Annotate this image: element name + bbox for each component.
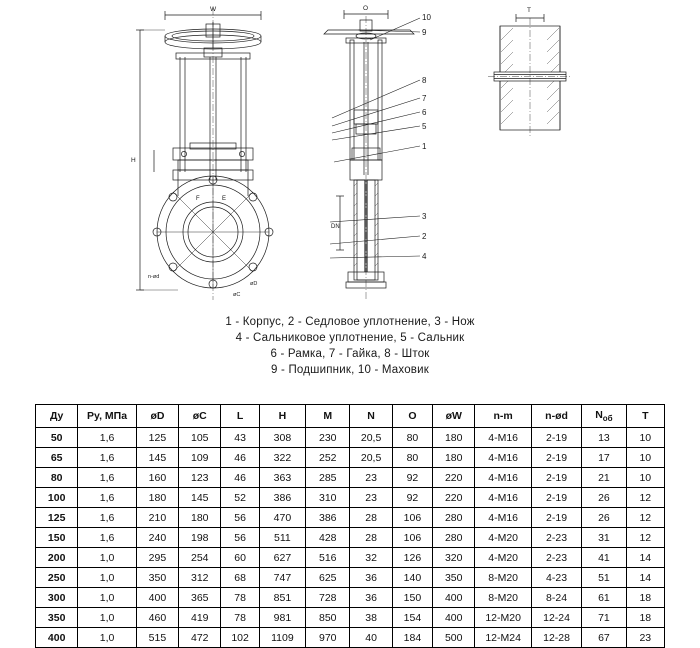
table-cell: 981 — [259, 608, 305, 628]
table-cell: 109 — [179, 448, 221, 468]
table-cell: 625 — [306, 568, 350, 588]
table-cell: 26 — [582, 508, 626, 528]
table-cell: 12-М24 — [475, 628, 531, 648]
svg-text:E: E — [222, 196, 227, 202]
table-cell: 12 — [626, 508, 664, 528]
table-cell: 160 — [136, 468, 178, 488]
table-cell: 400 — [136, 588, 178, 608]
table-cell: 1,0 — [78, 628, 136, 648]
table-cell: 350 — [433, 568, 475, 588]
table-cell: 28 — [350, 528, 392, 548]
table-cell: 26 — [582, 488, 626, 508]
table-cell: 8-М20 — [475, 588, 531, 608]
table-cell: 1,6 — [78, 468, 136, 488]
table-cell: 2-23 — [531, 528, 581, 548]
table-cell: 40 — [350, 628, 392, 648]
svg-text:O: O — [363, 5, 369, 12]
table-cell: 2-19 — [531, 488, 581, 508]
table-cell: 14 — [626, 548, 664, 568]
table-cell: 51 — [582, 568, 626, 588]
table-cell: 472 — [179, 628, 221, 648]
table-cell: 50 — [36, 428, 78, 448]
col-header-h: H — [259, 405, 305, 428]
table-cell: 627 — [259, 548, 305, 568]
table-cell: 4-М20 — [475, 548, 531, 568]
table-cell: 1,6 — [78, 448, 136, 468]
table-cell: 102 — [221, 628, 259, 648]
table-cell: 36 — [350, 568, 392, 588]
table-cell: 386 — [306, 508, 350, 528]
table-cell: 52 — [221, 488, 259, 508]
table-cell: 46 — [221, 468, 259, 488]
col-header-py: Ру, МПа — [78, 405, 136, 428]
table-cell: 8-24 — [531, 588, 581, 608]
table-cell: 470 — [259, 508, 305, 528]
table-cell: 12 — [626, 488, 664, 508]
table-cell: 850 — [306, 608, 350, 628]
table-cell: 210 — [136, 508, 178, 528]
table-cell: 18 — [626, 608, 664, 628]
table-cell: 1109 — [259, 628, 305, 648]
table-cell: 285 — [306, 468, 350, 488]
table-cell: 180 — [136, 488, 178, 508]
technical-drawings — [0, 0, 700, 310]
table-cell: 123 — [179, 468, 221, 488]
col-header-nod: n-ød — [531, 405, 581, 428]
table-cell: 56 — [221, 508, 259, 528]
table-cell: 23 — [350, 468, 392, 488]
table-cell: 308 — [259, 428, 305, 448]
mounting-detail-drawing — [480, 0, 610, 310]
table-cell: 295 — [136, 548, 178, 568]
table-cell: 4-М16 — [475, 488, 531, 508]
table-row — [36, 628, 665, 648]
callout-6: 6 — [422, 108, 427, 117]
table-cell: 180 — [179, 508, 221, 528]
table-cell: 310 — [306, 488, 350, 508]
table-cell: 21 — [582, 468, 626, 488]
callout-8: 8 — [422, 76, 427, 85]
specifications-table-wrapper — [35, 404, 665, 648]
table-cell: 78 — [221, 588, 259, 608]
table-cell: 56 — [221, 528, 259, 548]
table-cell: 150 — [392, 588, 432, 608]
table-cell: 350 — [136, 568, 178, 588]
col-header-o: O — [392, 405, 432, 428]
table-cell: 4-М16 — [475, 508, 531, 528]
table-cell: 12-24 — [531, 608, 581, 628]
table-cell: 180 — [433, 448, 475, 468]
table-header-row — [36, 405, 665, 428]
table-cell: 10 — [626, 428, 664, 448]
table-cell: 2-19 — [531, 428, 581, 448]
table-cell: 4-23 — [531, 568, 581, 588]
table-cell: 8-М20 — [475, 568, 531, 588]
col-header-l: L — [221, 405, 259, 428]
table-cell: 125 — [36, 508, 78, 528]
table-cell: 78 — [221, 608, 259, 628]
callout-7: 7 — [422, 94, 427, 103]
table-cell: 67 — [582, 628, 626, 648]
table-cell: 180 — [433, 428, 475, 448]
table-cell: 363 — [259, 468, 305, 488]
svg-text:H: H — [131, 157, 136, 164]
table-cell: 38 — [350, 608, 392, 628]
col-header-oc: øC — [179, 405, 221, 428]
callout-1: 1 — [422, 142, 427, 151]
table-cell: 106 — [392, 528, 432, 548]
table-cell: 2-19 — [531, 508, 581, 528]
table-cell: 1,0 — [78, 568, 136, 588]
table-row — [36, 448, 665, 468]
table-cell: 322 — [259, 448, 305, 468]
table-cell: 970 — [306, 628, 350, 648]
table-cell: 125 — [136, 428, 178, 448]
table-cell: 280 — [433, 508, 475, 528]
legend-line-4: 9 - Подшипник, 10 - Маховик — [271, 364, 429, 376]
table-cell: 32 — [350, 548, 392, 568]
table-cell: 36 — [350, 588, 392, 608]
table-cell: 92 — [392, 488, 432, 508]
table-cell: 511 — [259, 528, 305, 548]
table-cell: 400 — [433, 588, 475, 608]
table-cell: 71 — [582, 608, 626, 628]
table-row — [36, 608, 665, 628]
table-cell: 500 — [433, 628, 475, 648]
col-header-du: Ду — [36, 405, 78, 428]
table-cell: 41 — [582, 548, 626, 568]
table-cell: 100 — [36, 488, 78, 508]
table-cell: 350 — [36, 608, 78, 628]
table-cell: 140 — [392, 568, 432, 588]
table-row — [36, 468, 665, 488]
parts-legend — [0, 314, 700, 378]
table-cell: 10 — [626, 468, 664, 488]
table-cell: 250 — [36, 568, 78, 588]
table-cell: 320 — [433, 548, 475, 568]
table-cell: 428 — [306, 528, 350, 548]
col-header-m: M — [306, 405, 350, 428]
table-row — [36, 428, 665, 448]
col-header-nob: $N_{об}$ — [582, 405, 626, 428]
table-cell: 145 — [136, 448, 178, 468]
table-cell: 252 — [306, 448, 350, 468]
table-cell: 31 — [582, 528, 626, 548]
table-row — [36, 488, 665, 508]
table-cell: 10 — [626, 448, 664, 468]
table-cell: 80 — [392, 448, 432, 468]
svg-text:n-ød: n-ød — [148, 274, 160, 280]
table-cell: 851 — [259, 588, 305, 608]
table-body — [36, 428, 665, 648]
table-cell: 154 — [392, 608, 432, 628]
table-row — [36, 528, 665, 548]
table-cell: 198 — [179, 528, 221, 548]
table-row — [36, 508, 665, 528]
table-cell: 12 — [626, 528, 664, 548]
table-cell: 184 — [392, 628, 432, 648]
legend-line-2: 4 - Сальниковое уплотнение, 5 - Сальник — [235, 332, 465, 344]
front-view-drawing — [118, 0, 308, 310]
callout-4: 4 — [422, 252, 427, 261]
table-cell: 1,6 — [78, 508, 136, 528]
col-header-ow: øW — [433, 405, 475, 428]
table-cell: 230 — [306, 428, 350, 448]
table-cell: 460 — [136, 608, 178, 628]
table-cell: 2-23 — [531, 548, 581, 568]
table-cell: 1,0 — [78, 608, 136, 628]
table-row — [36, 588, 665, 608]
table-cell: 43 — [221, 428, 259, 448]
table-cell: 1,6 — [78, 428, 136, 448]
table-cell: 60 — [221, 548, 259, 568]
svg-text:øD: øD — [250, 281, 258, 287]
table-cell: 80 — [392, 428, 432, 448]
table-cell: 14 — [626, 568, 664, 588]
table-cell: 220 — [433, 488, 475, 508]
table-cell: 747 — [259, 568, 305, 588]
table-cell: 2-19 — [531, 448, 581, 468]
table-cell: 80 — [36, 468, 78, 488]
table-cell: 4-М16 — [475, 428, 531, 448]
callout-10: 10 — [422, 13, 431, 22]
table-cell: 300 — [36, 588, 78, 608]
table-cell: 12-28 — [531, 628, 581, 648]
table-cell: 106 — [392, 508, 432, 528]
table-cell: 92 — [392, 468, 432, 488]
table-cell: 28 — [350, 508, 392, 528]
table-cell: 12-М20 — [475, 608, 531, 628]
table-cell: 1,6 — [78, 488, 136, 508]
table-cell: 23 — [626, 628, 664, 648]
table-row — [36, 548, 665, 568]
col-header-nm: n-m — [475, 405, 531, 428]
table-cell: 13 — [582, 428, 626, 448]
table-cell: 400 — [36, 628, 78, 648]
specifications-table — [35, 404, 665, 648]
table-cell: 312 — [179, 568, 221, 588]
callout-2: 2 — [422, 232, 427, 241]
table-cell: 365 — [179, 588, 221, 608]
legend-line-1: 1 - Корпус, 2 - Седловое уплотнение, 3 - Нож — [225, 316, 475, 328]
callout-5: 5 — [422, 122, 427, 131]
table-cell: 1,0 — [78, 588, 136, 608]
table-cell: 254 — [179, 548, 221, 568]
table-cell: 280 — [433, 528, 475, 548]
svg-text:øC: øC — [233, 292, 241, 298]
table-cell: 17 — [582, 448, 626, 468]
svg-text:F: F — [196, 196, 200, 202]
table-cell: 4-М16 — [475, 448, 531, 468]
legend-line-3: 6 - Рамка, 7 - Гайка, 8 - Шток — [270, 348, 430, 360]
table-cell: 46 — [221, 448, 259, 468]
table-cell: 68 — [221, 568, 259, 588]
table-cell: 516 — [306, 548, 350, 568]
col-header-n: N — [350, 405, 392, 428]
table-cell: 1,6 — [78, 528, 136, 548]
table-cell: 20,5 — [350, 448, 392, 468]
table-cell: 240 — [136, 528, 178, 548]
table-cell: 1,0 — [78, 548, 136, 568]
table-cell: 145 — [179, 488, 221, 508]
table-cell: 150 — [36, 528, 78, 548]
table-cell: 126 — [392, 548, 432, 568]
table-cell: 220 — [433, 468, 475, 488]
table-cell: 20,5 — [350, 428, 392, 448]
table-cell: 386 — [259, 488, 305, 508]
callout-9: 9 — [422, 28, 427, 37]
svg-text:W: W — [210, 6, 217, 13]
col-header-od: øD — [136, 405, 178, 428]
table-cell: 18 — [626, 588, 664, 608]
table-cell: 400 — [433, 608, 475, 628]
table-cell: 200 — [36, 548, 78, 568]
table-cell: 728 — [306, 588, 350, 608]
table-cell: 65 — [36, 448, 78, 468]
svg-text:DN: DN — [331, 224, 340, 230]
table-cell: 105 — [179, 428, 221, 448]
table-cell: 419 — [179, 608, 221, 628]
table-cell: 4-М16 — [475, 468, 531, 488]
table-row — [36, 568, 665, 588]
table-cell: 515 — [136, 628, 178, 648]
dimension-T-label: T — [527, 7, 531, 14]
table-cell: 2-19 — [531, 468, 581, 488]
table-cell: 23 — [350, 488, 392, 508]
table-cell: 4-М20 — [475, 528, 531, 548]
callout-3: 3 — [422, 212, 427, 221]
table-cell: 61 — [582, 588, 626, 608]
col-header-t: T — [626, 405, 664, 428]
